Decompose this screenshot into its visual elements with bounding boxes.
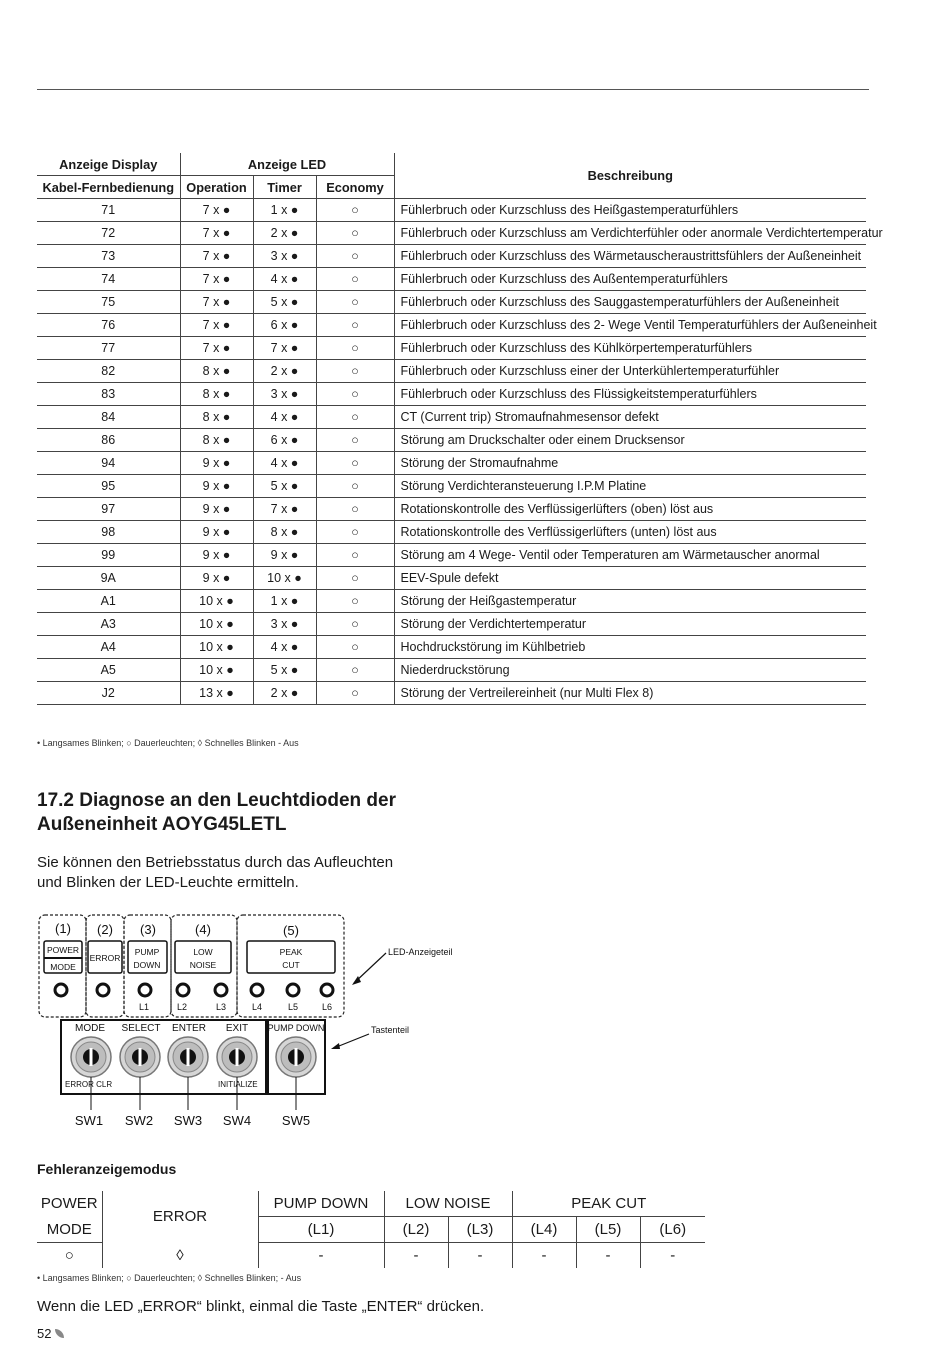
- mode-sub-l1: (L1): [258, 1217, 384, 1243]
- cell-description: Störung der Heißgastemperatur: [394, 590, 866, 613]
- cell-timer: 6 x ●: [253, 314, 316, 337]
- callout-led-label: LED-Anzeigeteil: [388, 947, 453, 957]
- mode-sub-l5: (L5): [576, 1217, 640, 1243]
- cell-code: 72: [37, 222, 180, 245]
- mode-table-title: Fehleranzeigemodus: [37, 1161, 177, 1177]
- mode-sub-l3: (L3): [448, 1217, 512, 1243]
- key-label-mode: MODE: [75, 1023, 105, 1034]
- cell-code: 94: [37, 452, 180, 475]
- cell-economy: ○: [316, 659, 394, 682]
- label-low-line2: NOISE: [189, 960, 217, 970]
- mode-val-l4: -: [512, 1243, 576, 1269]
- switch-label-sw3: SW3: [173, 1113, 203, 1128]
- label-low-line1: LOW: [193, 947, 213, 957]
- table-row: [37, 222, 866, 245]
- cell-code: A1: [37, 590, 180, 613]
- sub-label-initialize: INITIALIZE: [218, 1080, 258, 1089]
- callout-keys-arrowhead: [331, 1043, 340, 1049]
- cell-description: Störung am Druckschalter oder einem Drucksensor: [394, 429, 866, 452]
- header-description: Beschreibung: [394, 153, 866, 199]
- cell-description: Störung der Stromaufnahme: [394, 452, 866, 475]
- cell-description: Störung der Verdichtertemperatur: [394, 613, 866, 636]
- cell-timer: 1 x ●: [253, 590, 316, 613]
- cell-operation: 10 x ●: [180, 613, 253, 636]
- led-label-l4: L4: [251, 1002, 263, 1012]
- header-operation: Operation: [180, 176, 253, 199]
- error-code-table: [37, 153, 883, 705]
- cell-timer: 7 x ●: [253, 498, 316, 521]
- cell-economy: ○: [316, 199, 394, 222]
- mode-head-low-noise: LOW NOISE: [384, 1191, 512, 1217]
- cell-code: J2: [37, 682, 180, 705]
- label-peak-line2: CUT: [282, 960, 300, 970]
- cell-operation: 10 x ●: [180, 590, 253, 613]
- table-row: [37, 544, 866, 567]
- cell-economy: ○: [316, 222, 394, 245]
- label-mode: MODE: [50, 962, 76, 972]
- cell-code: 82: [37, 360, 180, 383]
- cell-code: A3: [37, 613, 180, 636]
- cell-operation: 7 x ●: [180, 314, 253, 337]
- cell-economy: ○: [316, 268, 394, 291]
- mode-val-l1: -: [258, 1243, 384, 1269]
- cell-timer: 4 x ●: [253, 406, 316, 429]
- cell-code: A5: [37, 659, 180, 682]
- table-row: [37, 429, 866, 452]
- cell-description: Fühlerbruch oder Kurzschluss am Verdichterfühler oder anormale Verdichtertemperatur: [394, 222, 866, 245]
- cell-economy: ○: [316, 406, 394, 429]
- led-power-mode: [55, 984, 67, 996]
- cell-economy: ○: [316, 521, 394, 544]
- mode-head-mode: MODE: [37, 1217, 102, 1243]
- cell-economy: ○: [316, 429, 394, 452]
- cell-timer: 4 x ●: [253, 452, 316, 475]
- cell-description: Fühlerbruch oder Kurzschluss des Wärmetauscheraustrittsfühlers der Außeneinheit: [394, 245, 866, 268]
- table-row: [37, 498, 866, 521]
- table-row: [37, 475, 866, 498]
- led-label-l6: L6: [321, 1002, 333, 1012]
- key-label-pump-down: PUMP DOWN: [267, 1023, 325, 1033]
- table-row: [37, 406, 866, 429]
- cell-timer: 6 x ●: [253, 429, 316, 452]
- cell-code: 83: [37, 383, 180, 406]
- header-display-sub: Kabel-Fernbedienung: [37, 176, 180, 199]
- cell-code: 84: [37, 406, 180, 429]
- cell-operation: 9 x ●: [180, 544, 253, 567]
- cell-operation: 9 x ●: [180, 475, 253, 498]
- cell-code: 76: [37, 314, 180, 337]
- mode-val-l6: -: [670, 1247, 676, 1264]
- switch-label-sw1: SW1: [74, 1113, 104, 1128]
- cell-operation: 8 x ●: [180, 383, 253, 406]
- label-error: ERROR: [89, 953, 121, 963]
- cell-economy: ○: [316, 636, 394, 659]
- cell-code: 9A: [37, 567, 180, 590]
- cell-description: CT (Current trip) Stromaufnahmesensor defekt: [394, 406, 866, 429]
- cell-operation: 7 x ●: [180, 245, 253, 268]
- cell-code: 77: [37, 337, 180, 360]
- key-label-enter: ENTER: [172, 1023, 206, 1034]
- cell-description: Rotationskontrolle des Verflüssigerlüfters (unten) löst aus: [394, 521, 866, 544]
- section-title-line2: Außeneinheit AOYG45LETL: [37, 814, 287, 835]
- cell-operation: 9 x ●: [180, 498, 253, 521]
- cell-code: 86: [37, 429, 180, 452]
- cell-operation: 7 x ●: [180, 337, 253, 360]
- mode-head-power: POWER: [37, 1191, 102, 1217]
- cell-code: 98: [37, 521, 180, 544]
- cell-operation: 9 x ●: [180, 521, 253, 544]
- mode-val-l3: -: [448, 1243, 512, 1269]
- cell-timer: 1 x ●: [253, 199, 316, 222]
- cell-economy: ○: [316, 544, 394, 567]
- switch-sw2[interactable]: [120, 1037, 160, 1077]
- switch-sw4[interactable]: [217, 1037, 257, 1077]
- cell-economy: ○: [316, 314, 394, 337]
- cell-operation: 10 x ●: [180, 659, 253, 682]
- cell-code: 75: [37, 291, 180, 314]
- table-row: [37, 314, 866, 337]
- cell-description: Fühlerbruch oder Kurzschluss des Flüssigkeitstemperaturfühlers: [394, 383, 866, 406]
- cell-operation: 7 x ●: [180, 199, 253, 222]
- key-label-select: SELECT: [121, 1023, 161, 1034]
- table-row: [37, 383, 866, 406]
- cell-economy: ○: [316, 475, 394, 498]
- switch-sw1[interactable]: [71, 1037, 111, 1077]
- cell-economy: ○: [316, 613, 394, 636]
- legend-top: • Langsames Blinken; ○ Dauerleuchten; ◊ Schnelles Blinken - Aus: [37, 738, 299, 748]
- mode-sub-l6: (L6): [640, 1217, 705, 1243]
- cell-timer: 3 x ●: [253, 245, 316, 268]
- intro-line1: Sie können den Betriebsstatus durch das Aufleuchten: [37, 854, 394, 871]
- table-row: [37, 636, 866, 659]
- cell-timer: 8 x ●: [253, 521, 316, 544]
- mode-head-error: ERROR: [102, 1191, 258, 1243]
- sub-label-error-clr: ERROR CLR: [65, 1080, 113, 1089]
- table-row: [37, 337, 866, 360]
- cell-operation: 7 x ●: [180, 268, 253, 291]
- cell-description: Fühlerbruch oder Kurzschluss des Sauggastemperaturfühlers der Außeneinheit: [394, 291, 866, 314]
- mode-sub-l2: (L2): [384, 1217, 448, 1243]
- switch-knobs: [71, 1037, 316, 1077]
- led-l1: [139, 984, 151, 996]
- led-label-l5: L5: [287, 1002, 299, 1012]
- label-pump-line1: PUMP: [134, 947, 160, 957]
- led-panel-diagram: [36, 910, 476, 1132]
- table-row: [37, 199, 866, 222]
- mode-val-l2: -: [384, 1243, 448, 1269]
- cell-operation: 8 x ●: [180, 360, 253, 383]
- cell-economy: ○: [316, 567, 394, 590]
- led-error: [97, 984, 109, 996]
- cell-economy: ○: [316, 682, 394, 705]
- table-row: [37, 659, 866, 682]
- table-row: [37, 682, 866, 705]
- cell-timer: 3 x ●: [253, 383, 316, 406]
- cell-code: A4: [37, 636, 180, 659]
- cell-timer: 3 x ●: [253, 613, 316, 636]
- led-l2: [177, 984, 189, 996]
- cell-description: Fühlerbruch oder Kurzschluss einer der Unterkühlertemperaturfühler: [394, 360, 866, 383]
- table-row: [37, 613, 866, 636]
- cell-economy: ○: [316, 245, 394, 268]
- led-label-l1: L1: [138, 1002, 150, 1012]
- cell-description: Fühlerbruch oder Kurzschluss des Außentemperaturfühlers: [394, 268, 866, 291]
- label-pump-line2: DOWN: [133, 960, 161, 970]
- page-number: 52: [37, 1326, 52, 1341]
- section-intro: [37, 853, 393, 893]
- legend-bottom: • Langsames Blinken; ○ Dauerleuchten; ◊ Schnelles Blinken; - Aus: [37, 1273, 302, 1283]
- group-label-2: (2): [97, 922, 113, 937]
- led-label-l2: L2: [176, 1002, 188, 1012]
- cell-operation: 9 x ●: [180, 567, 253, 590]
- switch-sw5[interactable]: [276, 1037, 316, 1077]
- cell-timer: 7 x ●: [253, 337, 316, 360]
- leaf-icon: [55, 1329, 64, 1338]
- table-row: [37, 360, 866, 383]
- header-timer: Timer: [253, 176, 316, 199]
- group-label-4: (4): [195, 922, 211, 937]
- cell-operation: 7 x ●: [180, 222, 253, 245]
- cell-timer: 5 x ●: [253, 475, 316, 498]
- error-mode-table: [37, 1191, 705, 1268]
- cell-economy: ○: [316, 383, 394, 406]
- switch-sw3[interactable]: [168, 1037, 208, 1077]
- cell-economy: ○: [316, 452, 394, 475]
- cell-description: Rotationskontrolle des Verflüssigerlüfters (oben) löst aus: [394, 498, 866, 521]
- group-label-1: (1): [55, 921, 71, 936]
- led-l5: [287, 984, 299, 996]
- cell-economy: ○: [316, 291, 394, 314]
- header-led-group: Anzeige LED: [180, 153, 394, 176]
- cell-description: Fühlerbruch oder Kurzschluss des 2- Wege Ventil Temperaturfühlers der Außeneinheit: [394, 314, 866, 337]
- cell-code: 99: [37, 544, 180, 567]
- cell-timer: 5 x ●: [253, 291, 316, 314]
- mode-sub-l4: (L4): [512, 1217, 576, 1243]
- enter-note: Wenn die LED „ERROR“ blinkt, einmal die Taste „ENTER“ drücken.: [37, 1298, 485, 1315]
- cell-timer: 2 x ●: [253, 682, 316, 705]
- cell-operation: 7 x ●: [180, 291, 253, 314]
- label-power: POWER: [46, 945, 80, 955]
- mode-val-l5: -: [576, 1243, 640, 1269]
- header-display-group: Anzeige Display: [37, 153, 180, 176]
- cell-code: 73: [37, 245, 180, 268]
- group-label-5: (5): [283, 923, 299, 938]
- cell-description: Fühlerbruch oder Kurzschluss des Kühlkörpertemperaturfühlers: [394, 337, 866, 360]
- led-label-l3: L3: [215, 1002, 227, 1012]
- led-l6: [321, 984, 333, 996]
- cell-description: EEV-Spule defekt: [394, 567, 866, 590]
- led-l4: [251, 984, 263, 996]
- switch-label-sw2: SW2: [124, 1113, 154, 1128]
- cell-timer: 4 x ●: [253, 636, 316, 659]
- table-row: [37, 245, 866, 268]
- cell-description: Störung am 4 Wege- Ventil oder Temperaturen am Wärmetauscher anormal: [394, 544, 866, 567]
- switch-label-sw4: SW4: [222, 1113, 252, 1128]
- cell-economy: ○: [316, 360, 394, 383]
- cell-code: 74: [37, 268, 180, 291]
- page-footer: [37, 1326, 64, 1341]
- cell-economy: ○: [316, 498, 394, 521]
- cell-description: Hochdruckstörung im Kühlbetrieb: [394, 636, 866, 659]
- cell-timer: 10 x ●: [253, 567, 316, 590]
- led-l3: [215, 984, 227, 996]
- cell-timer: 5 x ●: [253, 659, 316, 682]
- cell-description: Fühlerbruch oder Kurzschluss des Heißgastemperaturfühlers: [394, 199, 866, 222]
- table-row: [37, 268, 866, 291]
- mode-val-error: ◊: [102, 1243, 258, 1269]
- cell-economy: ○: [316, 337, 394, 360]
- cell-timer: 2 x ●: [253, 222, 316, 245]
- table-row: [37, 567, 866, 590]
- cell-description: Störung der Vertreilereinheit (nur Multi Flex 8): [394, 682, 866, 705]
- section-title-line1: 17.2 Diagnose an den Leuchtdioden der: [37, 790, 396, 811]
- cell-timer: 4 x ●: [253, 268, 316, 291]
- cell-description: Störung Verdichteransteuerung I.P.M Platine: [394, 475, 866, 498]
- section-title: [37, 789, 396, 837]
- table-row: [37, 291, 866, 314]
- mode-head-peak-cut: PEAK CUT: [512, 1191, 705, 1217]
- intro-line2: und Blinken der LED-Leuchte ermitteln.: [37, 874, 299, 891]
- cell-timer: 2 x ●: [253, 360, 316, 383]
- label-peak-line1: PEAK: [279, 947, 303, 957]
- cell-operation: 9 x ●: [180, 452, 253, 475]
- cell-code: 71: [37, 199, 180, 222]
- switch-label-sw5: SW5: [281, 1113, 311, 1128]
- cell-operation: 13 x ●: [180, 682, 253, 705]
- table-row: [37, 590, 866, 613]
- cell-code: 97: [37, 498, 180, 521]
- cell-operation: 8 x ●: [180, 429, 253, 452]
- cell-economy: ○: [316, 590, 394, 613]
- cell-description: Niederdruckstörung: [394, 659, 866, 682]
- mode-head-pump-down: PUMP DOWN: [258, 1191, 384, 1217]
- header-economy: Economy: [316, 176, 394, 199]
- cell-timer: 9 x ●: [253, 544, 316, 567]
- cell-code: 95: [37, 475, 180, 498]
- cell-operation: 10 x ●: [180, 636, 253, 659]
- table-row: [37, 521, 866, 544]
- table-row: [37, 452, 866, 475]
- top-rule: [37, 89, 869, 90]
- callout-keys-label: Tastenteil: [371, 1025, 410, 1035]
- mode-val-power: ○: [37, 1243, 102, 1269]
- cell-operation: 8 x ●: [180, 406, 253, 429]
- key-label-exit: EXIT: [225, 1023, 249, 1034]
- group-label-3: (3): [140, 922, 156, 937]
